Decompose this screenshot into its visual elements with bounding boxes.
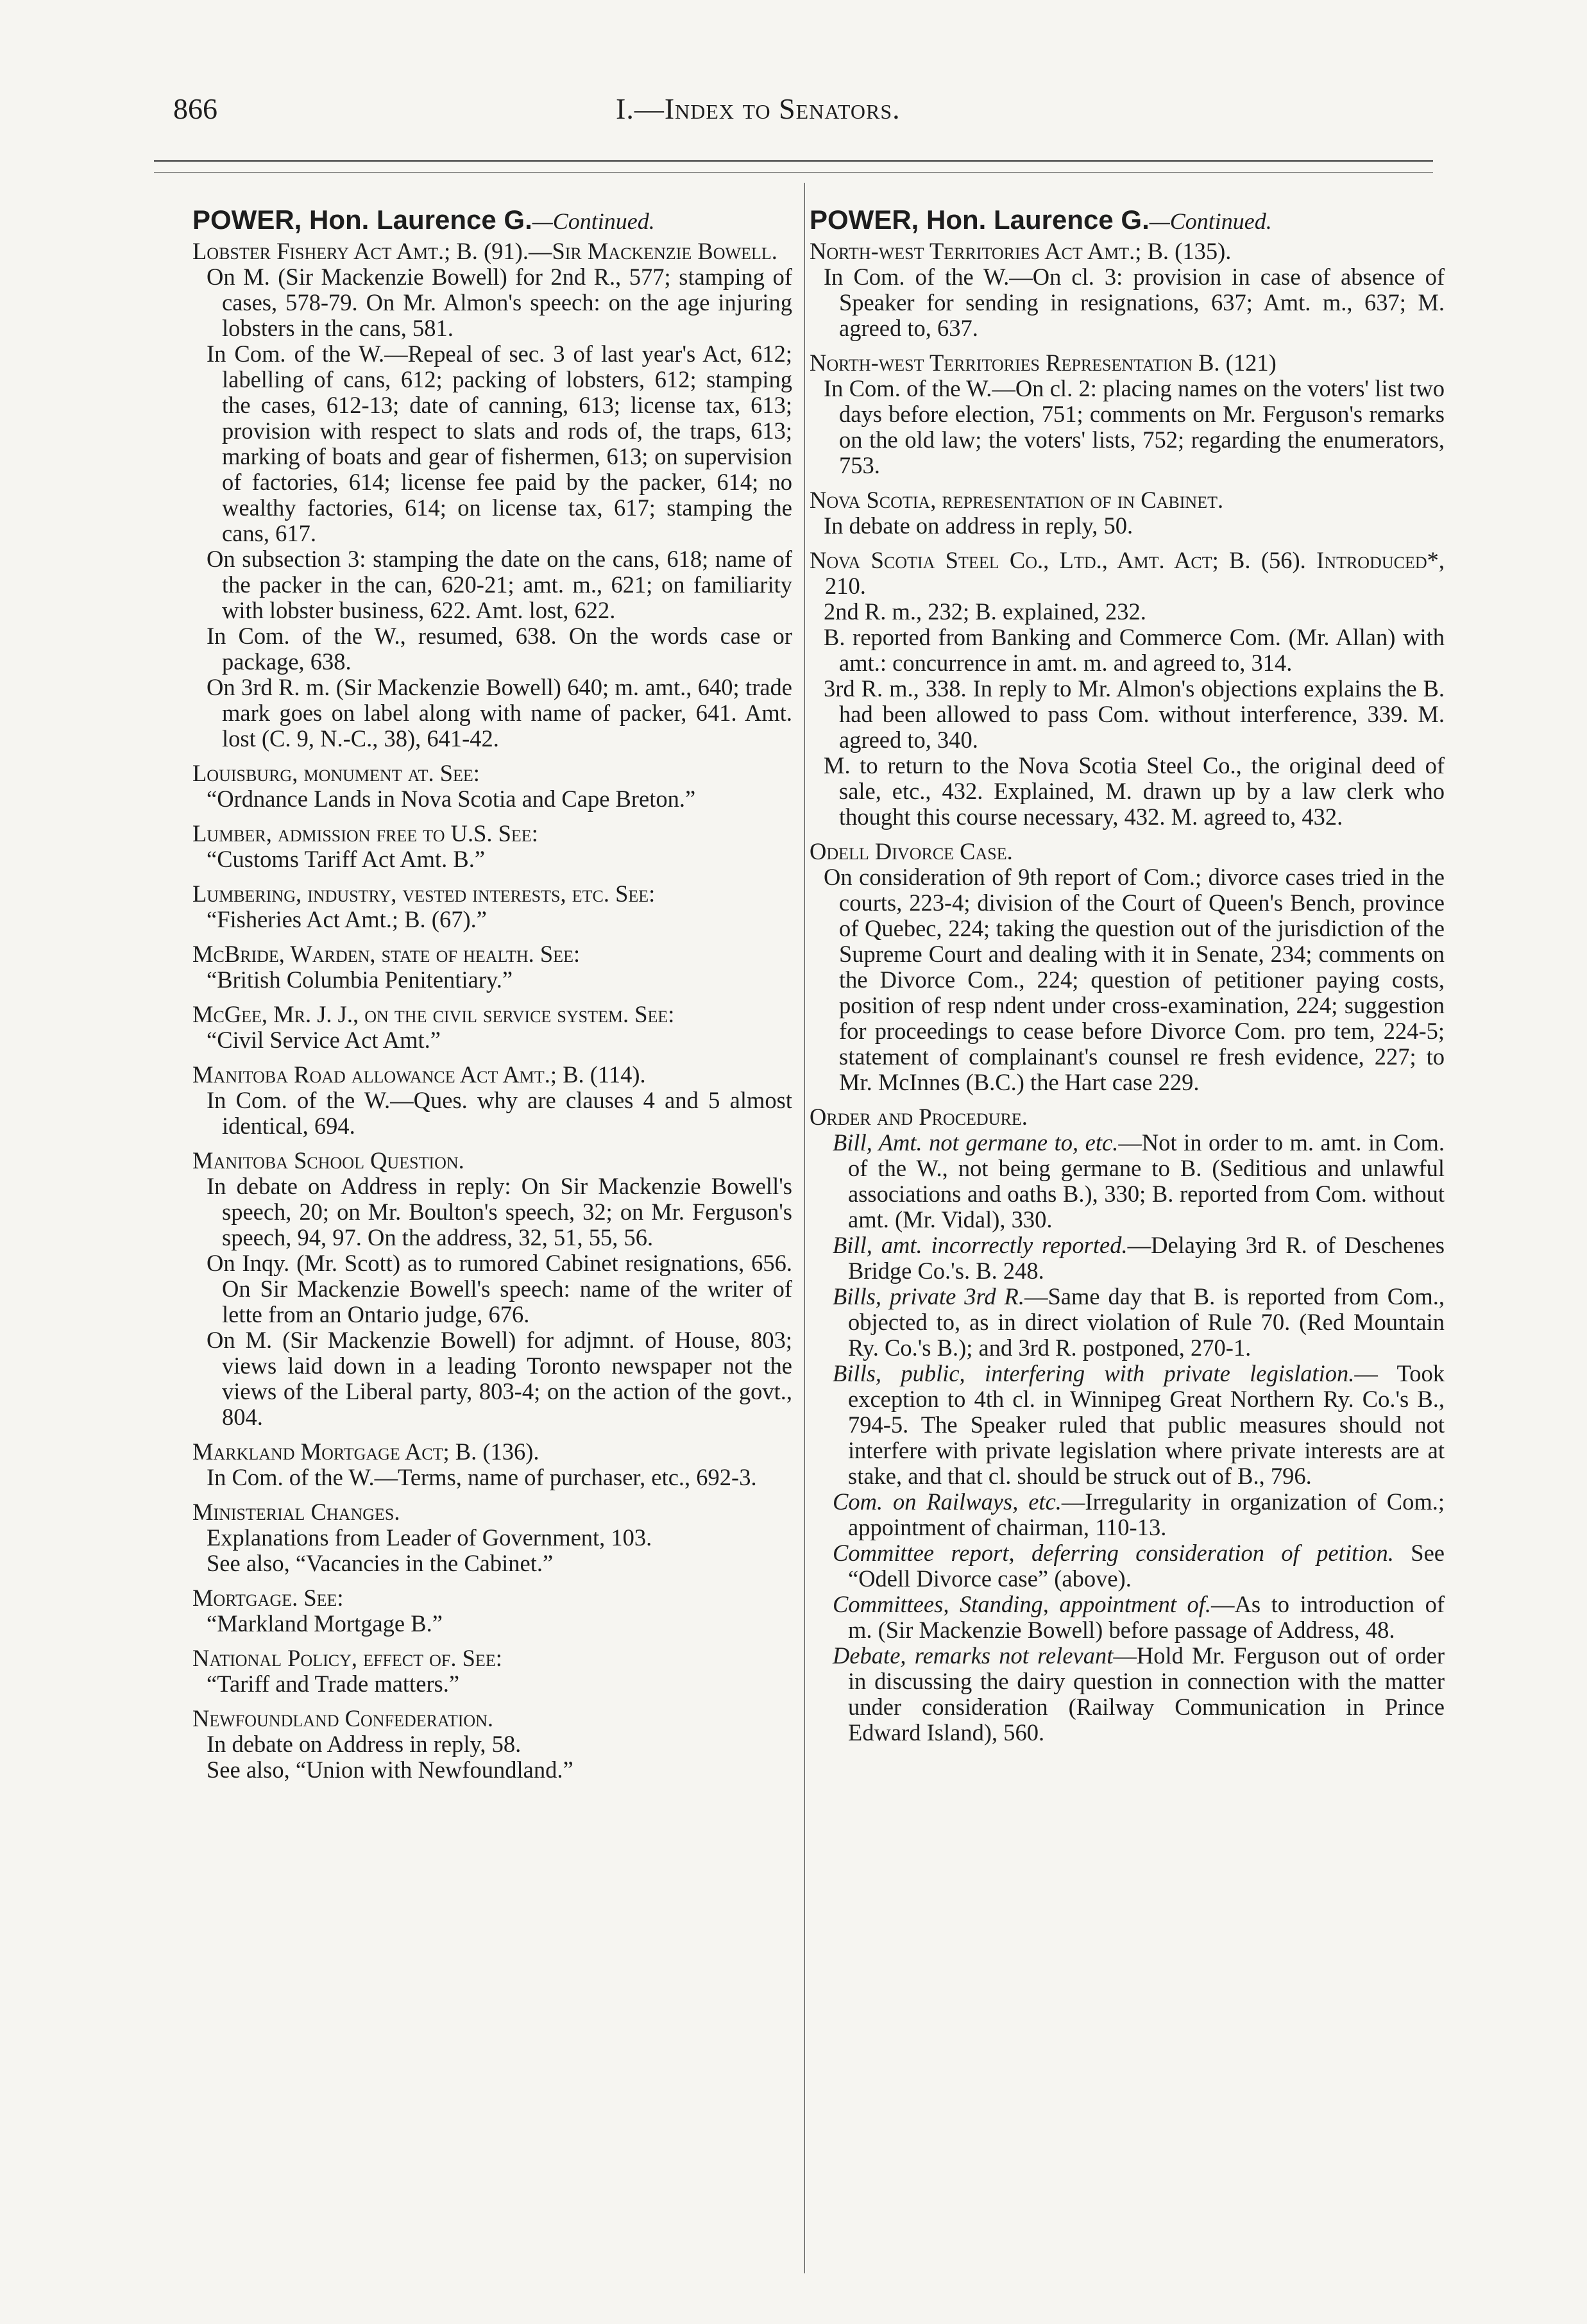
index-entry: [192, 1062, 792, 1139]
page-number: 866: [173, 92, 217, 125]
index-entry: [810, 839, 1445, 1095]
entry-subline: In Com. of the W.—Repeal of sec. 3 of last year's Act, 612; labelling of cans, 612; packing of lobsters, 612; stamping the cases, 612-13; date of canning, 613; license tax, 613; provision with respect to slats and rods of, the traps, 613; marking of boats and gear of fishermen, 613; on supervision of factories, 614; license fee paid by the packer, 614; no wealthy factories, 614; on license tax, 617; stamping the cans, 617.: [207, 341, 792, 546]
procedure-text: — Took exception to 4th cl. in Winnipeg Great Northern Ry. Co.'s B., 794-5. The Speaker ruled that public measures should not interfere with private legislation where private interests are at stake, and that cl. should be struck out of B., 796.: [848, 1360, 1445, 1489]
entry-title: McBride, Warden, state of health. See:: [192, 941, 581, 967]
entry-subline: In Com. of the W., resumed, 638. On the words case or package, 638.: [207, 623, 792, 675]
procedure-topic: Com. on Railways, etc.: [833, 1488, 1062, 1515]
entry-subline: 3rd R. m., 338. In reply to Mr. Almon's objections explains the B. had been allowed to pass Com. without interference, 339. M. agreed to, 340.: [824, 675, 1445, 753]
entry-subline: M. to return to the Nova Scotia Steel Co., the original deed of sale, etc., 432. Explained, M. drawn up by a law clerk who thought this course necessary, 432. M. agreed to, 432.: [824, 752, 1445, 830]
procedure-item: [810, 1592, 1445, 1643]
column-divider: [804, 183, 805, 2273]
procedure-text: —As to introduction of m. (Sir Mackenzie Bowell) before passage of Address, 48.: [848, 1591, 1445, 1643]
entry-subline: On consideration of 9th report of Com.; divorce cases tried in the courts, 223-4; division of the Court of Queen's Bench, province of Quebec, 224; taking the question out of the jurisdiction of the Supreme Court and dealing with it in Senate, 234; comments on the Divorce Com., 224; question of petitioner paying costs, position of resp ndent under cross-examination, 224; suggestion for proceedings to cease before Divorce Com. pro tem, 224-5; statement of complainant's counsel re fresh evidence, 227; to Mr. McInnes (B.C.) the Hart case 229.: [824, 864, 1445, 1095]
index-entry: [192, 239, 792, 752]
entry-subline: On M. (Sir Mackenzie Bowell) for 2nd R., 577; stamping of cases, 578-79. On Mr. Almon's speech: on the age injuring lobsters in the cans, 581.: [207, 264, 792, 341]
entry-subline: On Inqy. (Mr. Scott) as to rumored Cabinet resignations, 656. On Sir Mackenzie Bowell's speech: name of the writer of lette from an Ontario judge, 676.: [207, 1250, 792, 1327]
entry-subline: 2nd R. m., 232; B. explained, 232.: [824, 598, 1146, 625]
entry-title: Odell Divorce Case.: [810, 838, 1013, 864]
index-entry: [810, 487, 1445, 539]
entry-title: Lumbering, industry, vested interests, etc. See:: [192, 880, 656, 907]
procedure-text: —Not in order to m. amt. in Com. of the W., not being germane to B. (Seditious and unlawful associations and oaths B.), 330; B. reported from Com. without amt. (Mr. Vidal), 330.: [848, 1129, 1445, 1233]
entry-title: North-west Territories Representation B. (121): [810, 349, 1277, 376]
procedure-text: —Same day that B. is reported from Com., objected to, as in direct violation of Rule 70. (Red Mountain Ry. Co.'s B.); and 3rd R. postponed, 270-1.: [848, 1283, 1445, 1361]
left-column: [192, 204, 792, 1792]
index-entry: [192, 1585, 792, 1637]
entry-subline: On 3rd R. m. (Sir Mackenzie Bowell) 640; m. amt., 640; trade mark goes on label along with name of packer, 641. Amt. lost (C. 9, N.-C., 38), 641-42.: [207, 674, 792, 752]
entry-subline: “Markland Mortgage B.”: [207, 1610, 443, 1637]
index-entry: [192, 1439, 792, 1490]
index-entry: [810, 350, 1445, 478]
entry-subline: “British Columbia Penitentiary.”: [207, 966, 513, 993]
procedure-topic: Bills, private 3rd R.: [833, 1283, 1024, 1309]
column-heading: [810, 204, 1445, 237]
entry-title: North-west Territories Act Amt.; B. (135).: [810, 238, 1232, 264]
procedure-item: [810, 1643, 1445, 1746]
entry-title: National Policy, effect of. See:: [192, 1645, 502, 1671]
procedure-text: —Irregularity in organization of Com.; appointment of chairman, 110-13.: [848, 1488, 1445, 1540]
entry-subline: “Civil Service Act Amt.”: [207, 1027, 441, 1053]
entry-title: Manitoba School Question.: [192, 1147, 464, 1174]
continued-label: —Continued.: [1149, 208, 1272, 234]
entry-subline: In debate on Address in reply, 58.: [207, 1731, 522, 1757]
entry-subline: On subsection 3: stamping the date on the cans, 618; name of the packer in the can, 620-21; amt. m., 621; on familiarity with lobster business, 622. Amt. lost, 622.: [207, 546, 792, 623]
index-entry: [192, 1499, 792, 1576]
header-rule: [154, 160, 1433, 162]
entry-subline: In Com. of the W.—Terms, name of purchaser, etc., 692-3.: [207, 1464, 757, 1490]
running-title: I.—Index to Senators.: [616, 92, 901, 125]
index-entry: [192, 1646, 792, 1697]
entry-subline: See also, “Union with Newfoundland.”: [207, 1756, 573, 1783]
right-column: [810, 204, 1445, 1755]
procedure-topic: Bill, Amt. not germane to, etc.: [833, 1129, 1119, 1156]
entry-title: Order and Procedure.: [810, 1104, 1028, 1130]
entry-title: Louisburg, monument at. See:: [192, 760, 480, 786]
index-entry: [192, 1148, 792, 1430]
procedure-item: [810, 1233, 1445, 1284]
entry-subline: In debate on address in reply, 50.: [824, 512, 1133, 539]
procedure-item: [810, 1361, 1445, 1489]
entry-subline: In Com. of the W.—Ques. why are clauses 4 and 5 almost identical, 694.: [207, 1087, 792, 1139]
procedure-topic: Debate, remarks not relevant: [833, 1642, 1114, 1669]
index-entry: [810, 548, 1445, 830]
entry-subline: In Com. of the W.—On cl. 3: provision in case of absence of Speaker for sending in resignations, 637; Amt. m., 637; M. agreed to, 637.: [824, 264, 1445, 341]
procedure-item: [810, 1284, 1445, 1361]
entry-title: Nova Scotia, representation of in Cabinet.: [810, 487, 1224, 513]
index-entry: [192, 941, 792, 993]
entry-subline: In Com. of the W.—On cl. 2: placing names on the voters' list two days before election, 751; comments on Mr. Ferguson's remarks on the old law; the voters' lists, 752; regarding the enumerators, 753.: [824, 375, 1445, 478]
index-entry: [192, 1002, 792, 1053]
entry-title: Lumber, admission free to U.S. See:: [192, 820, 538, 846]
entry-title: Ministerial Changes.: [192, 1499, 400, 1525]
header-rule-thin: [154, 172, 1433, 173]
procedure-topic: Committees, Standing, appointment of.: [833, 1591, 1212, 1617]
procedure-topic: Bill, amt. incorrectly reported.: [833, 1232, 1128, 1258]
entry-subline: See also, “Vacancies in the Cabinet.”: [207, 1550, 554, 1576]
index-entry: [192, 881, 792, 932]
senator-name: POWER, Hon. Laurence G.: [192, 205, 532, 235]
entry-subline: “Tariff and Trade matters.”: [207, 1671, 460, 1697]
entry-subline: Explanations from Leader of Government, 103.: [207, 1524, 652, 1551]
entry-subline: “Fisheries Act Amt.; B. (67).”: [207, 906, 487, 932]
index-entry: [192, 1706, 792, 1783]
entry-title: Mortgage. See:: [192, 1585, 344, 1611]
procedure-topic: Bills, public, interfering with private legislation.: [833, 1360, 1355, 1386]
entry-title: Nova Scotia Steel Co., Ltd., Amt. Act; B. (56). Introduced*, 210.: [810, 547, 1445, 599]
entry-title: McGee, Mr. J. J., on the civil service system. See:: [192, 1001, 675, 1027]
entry-subline: B. reported from Banking and Commerce Com. (Mr. Allan) with amt.: concurrence in amt. m. and agreed to, 314.: [824, 624, 1445, 676]
procedure-text: —Hold Mr. Ferguson out of order in discussing the dairy question in connection with the matter under consideration (Railway Communication in Prince Edward Island), 560.: [848, 1642, 1445, 1746]
procedure-text: See “Odell Divorce case” (above).: [848, 1540, 1445, 1592]
procedure-text: —Delaying 3rd R. of Deschenes Bridge Co.'s. B. 248.: [848, 1232, 1445, 1284]
index-entry: [810, 239, 1445, 341]
entry-subline: In debate on Address in reply: On Sir Mackenzie Bowell's speech, 20; on Mr. Boulton's speech, 32; on Mr. Ferguson's speech, 94, 97. On the address, 32, 51, 55, 56.: [207, 1173, 792, 1250]
procedure-item: [810, 1489, 1445, 1540]
index-entry: [192, 761, 792, 812]
column-heading: [192, 204, 792, 237]
procedure-item: [810, 1130, 1445, 1233]
continued-label: —Continued.: [532, 208, 655, 234]
procedure-topic: Committee report, deferring consideration of petition.: [833, 1540, 1394, 1566]
senator-name: POWER, Hon. Laurence G.: [810, 205, 1150, 235]
entry-title: Markland Mortgage Act; B. (136).: [192, 1438, 539, 1465]
procedure-item: [810, 1540, 1445, 1592]
entry-subline: “Customs Tariff Act Amt. B.”: [207, 846, 486, 872]
entry-title: Manitoba Road allowance Act Amt.; B. (114).: [192, 1061, 646, 1088]
entry-subline: On M. (Sir Mackenzie Bowell) for adjmnt. of House, 803; views laid down in a leading Toronto newspaper not the views of the Liberal party, 803-4; on the action of the govt., 804.: [207, 1327, 792, 1430]
entry-title: Lobster Fishery Act Amt.; B. (91).—Sir Mackenzie Bowell.: [192, 238, 777, 264]
index-entry: [192, 821, 792, 872]
index-entry: [810, 1104, 1445, 1746]
entry-title: Newfoundland Confederation.: [192, 1705, 494, 1731]
entry-subline: “Ordnance Lands in Nova Scotia and Cape Breton.”: [207, 786, 696, 812]
